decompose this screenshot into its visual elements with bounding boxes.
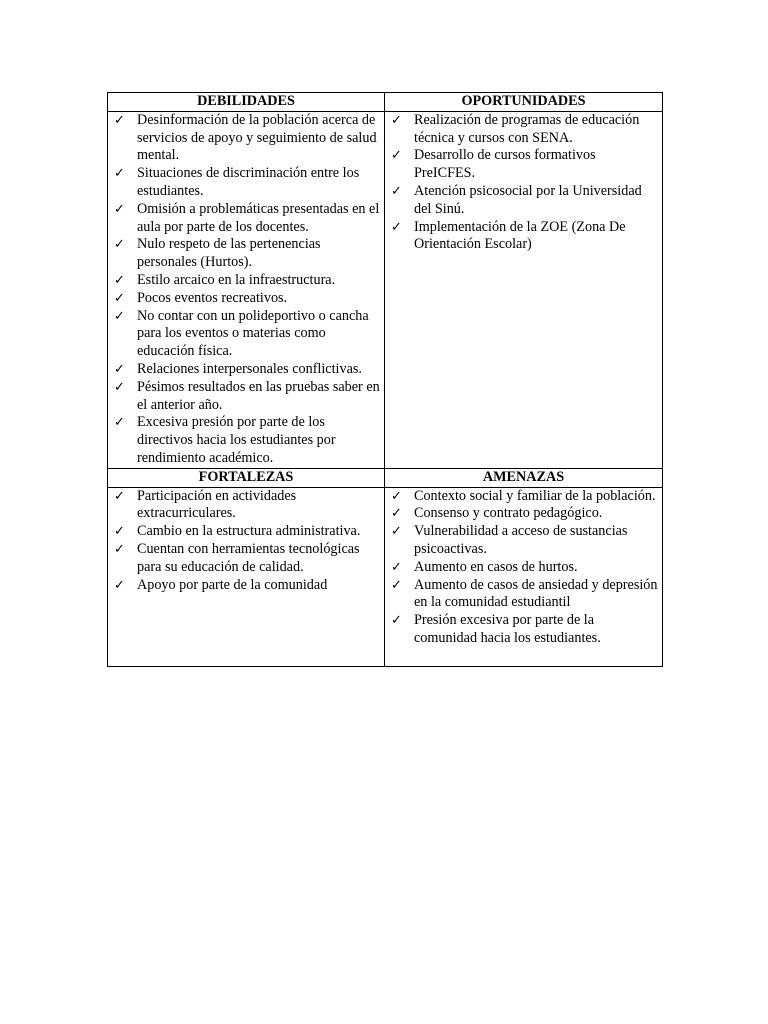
check-mark-icon: ✓ [114,272,125,288]
check-mark-icon: ✓ [114,488,125,504]
body-row-bottom [108,487,663,666]
swot-table [107,92,663,667]
check-mark-icon: ✓ [114,524,125,540]
amenazas-item [389,612,660,648]
amenazas-heading: AMENAZAS [385,468,663,487]
oportunidades-item [389,183,660,219]
debilidades-item [112,379,382,415]
check-mark-icon: ✓ [391,112,402,128]
amenazas-item [389,523,660,559]
amenazas-cell [385,487,663,666]
oportunidades-item-text: Desarrollo de cursos formativos PreICFES. [414,147,596,182]
oportunidades-item [389,147,660,183]
body-row-top [108,111,663,468]
amenazas-item-text: Vulnerabilidad a acceso de sustancias psicoactivas. [414,523,628,557]
debilidades-item-text: Situaciones de discriminación entre los estudiantes. [137,165,360,199]
debilidades-item [112,201,382,237]
debilidades-cell [108,111,385,468]
check-mark-icon: ✓ [114,541,125,557]
oportunidades-item-text: Atención psicosocial por la Universidad del Sinú. [414,182,642,217]
amenazas-item-text: Aumento en casos de hurtos. [414,558,578,575]
oportunidades-item [389,112,660,148]
amenazas-item-text: Contexto social y familiar de la población. [414,487,656,504]
check-mark-icon: ✓ [391,488,402,504]
fortalezas-item-text: Apoyo por parte de la comunidad [137,576,328,593]
debilidades-item [112,112,382,165]
oportunidades-heading: OPORTUNIDADES [385,93,663,112]
amenazas-item [389,488,660,506]
check-mark-icon: ✓ [114,112,125,128]
fortalezas-item [112,523,382,541]
amenazas-item-text: Aumento de casos de ansiedad y depresión en la comunidad estudiantil [414,576,658,611]
amenazas-item [389,559,660,577]
debilidades-item-text: Pésimos resultados en las pruebas saber en el anterior año. [137,378,380,413]
debilidades-item [112,236,382,272]
fortalezas-item-text: Participación en actividades extracurriculares. [137,487,297,522]
amenazas-item-text: Consenso y contrato pedagógico. [414,505,603,522]
check-mark-icon: ✓ [114,577,125,593]
check-mark-icon: ✓ [114,201,125,217]
debilidades-item-text: Excesiva presión por parte de los directivos hacia los estudiantes por rendimiento académico. [137,414,336,466]
debilidades-item [112,272,382,290]
check-mark-icon: ✓ [114,290,125,306]
debilidades-item-text: No contar con un polideportivo o cancha para los eventos o materias como educación física. [137,307,369,360]
header-row-bottom [108,468,663,487]
debilidades-item-text: Desinformación de la población acerca de servicios de apoyo y seguimiento de salud mental. [137,111,377,164]
check-mark-icon: ✓ [391,148,402,164]
fortalezas-item [112,577,382,595]
debilidades-item-text: Nulo respeto de las pertenencias personales (Hurtos). [137,236,321,271]
debilidades-list [112,112,382,468]
oportunidades-item-text: Realización de programas de educación técnica y cursos con SENA. [414,111,640,146]
debilidades-heading: DEBILIDADES [108,93,385,112]
amenazas-item [389,505,660,523]
oportunidades-item [389,219,660,255]
debilidades-item-text: Pocos eventos recreativos. [137,289,288,306]
oportunidades-cell [385,111,663,468]
amenazas-item [389,577,660,613]
debilidades-item [112,414,382,467]
debilidades-item [112,165,382,201]
check-mark-icon: ✓ [114,415,125,431]
fortalezas-cell [108,487,385,666]
check-mark-icon: ✓ [391,183,402,199]
fortalezas-item [112,541,382,577]
check-mark-icon: ✓ [391,524,402,540]
check-mark-icon: ✓ [114,379,125,395]
check-mark-icon: ✓ [114,166,125,182]
check-mark-icon: ✓ [114,237,125,253]
debilidades-item [112,290,382,308]
check-mark-icon: ✓ [114,361,125,377]
amenazas-list [389,488,660,648]
fortalezas-heading: FORTALEZAS [108,468,385,487]
fortalezas-item-text: Cuentan con herramientas tecnológicas para su educación de calidad. [137,540,360,575]
debilidades-item-text: Relaciones interpersonales conflictivas. [137,360,362,377]
amenazas-item-text: Presión excesiva por parte de la comunidad hacia los estudiantes. [414,612,601,646]
check-mark-icon: ✓ [391,559,402,575]
debilidades-item [112,361,382,379]
debilidades-item-text: Estilo arcaico en la infraestructura. [137,271,336,288]
check-mark-icon: ✓ [391,613,402,629]
oportunidades-list [389,112,660,254]
check-mark-icon: ✓ [391,577,402,593]
oportunidades-item-text: Implementación de la ZOE (Zona De Orientación Escolar) [414,218,626,253]
debilidades-item [112,308,382,361]
check-mark-icon: ✓ [114,308,125,324]
fortalezas-item [112,488,382,524]
header-row-top [108,93,663,112]
fortalezas-list [112,488,382,595]
fortalezas-item-text: Cambio en la estructura administrativa. [137,523,361,540]
check-mark-icon: ✓ [391,219,402,235]
debilidades-item-text: Omisión a problemáticas presentadas en el aula por parte de los docentes. [137,200,380,235]
check-mark-icon: ✓ [391,506,402,522]
